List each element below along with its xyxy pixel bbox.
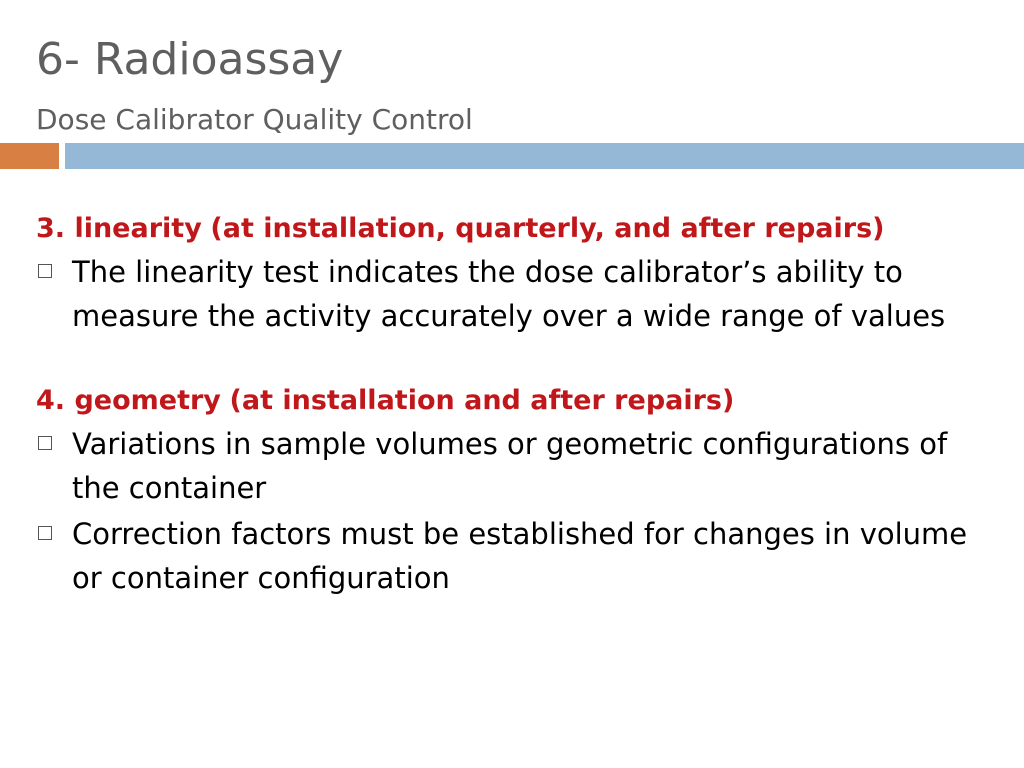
- bullet-text: Correction factors must be established for changes in volume or container configuration: [72, 517, 968, 595]
- section-heading-linearity: [36, 210, 996, 248]
- list-item: [36, 512, 996, 600]
- accent-bar-blue: [65, 143, 1024, 169]
- square-bullet-icon: [38, 526, 52, 540]
- square-bullet-icon: [38, 264, 52, 278]
- section-topic: geometry: [74, 385, 221, 416]
- section-heading-geometry: [36, 382, 996, 420]
- accent-bar-orange: [0, 143, 59, 169]
- section-number: 4.: [36, 385, 75, 416]
- list-item: [36, 250, 996, 338]
- square-bullet-icon: [38, 436, 52, 450]
- bullet-text: Variations in sample volumes or geometric configurations of the container: [72, 427, 948, 505]
- slide-subtitle: Dose Calibrator Quality Control: [36, 103, 473, 136]
- bullet-text: The linearity test indicates the dose calibrator’s ability to measure the activity accurately over a wide range of values: [72, 255, 946, 333]
- section-number: 3.: [36, 213, 75, 244]
- slide-body: [36, 210, 996, 600]
- slide-title: 6- Radioassay: [36, 34, 344, 85]
- section-topic: linearity: [74, 213, 202, 244]
- list-item: [36, 422, 996, 510]
- section-detail: (at installation and after repairs): [229, 385, 735, 416]
- section-detail: (at installation, quarterly, and after repairs): [210, 213, 885, 244]
